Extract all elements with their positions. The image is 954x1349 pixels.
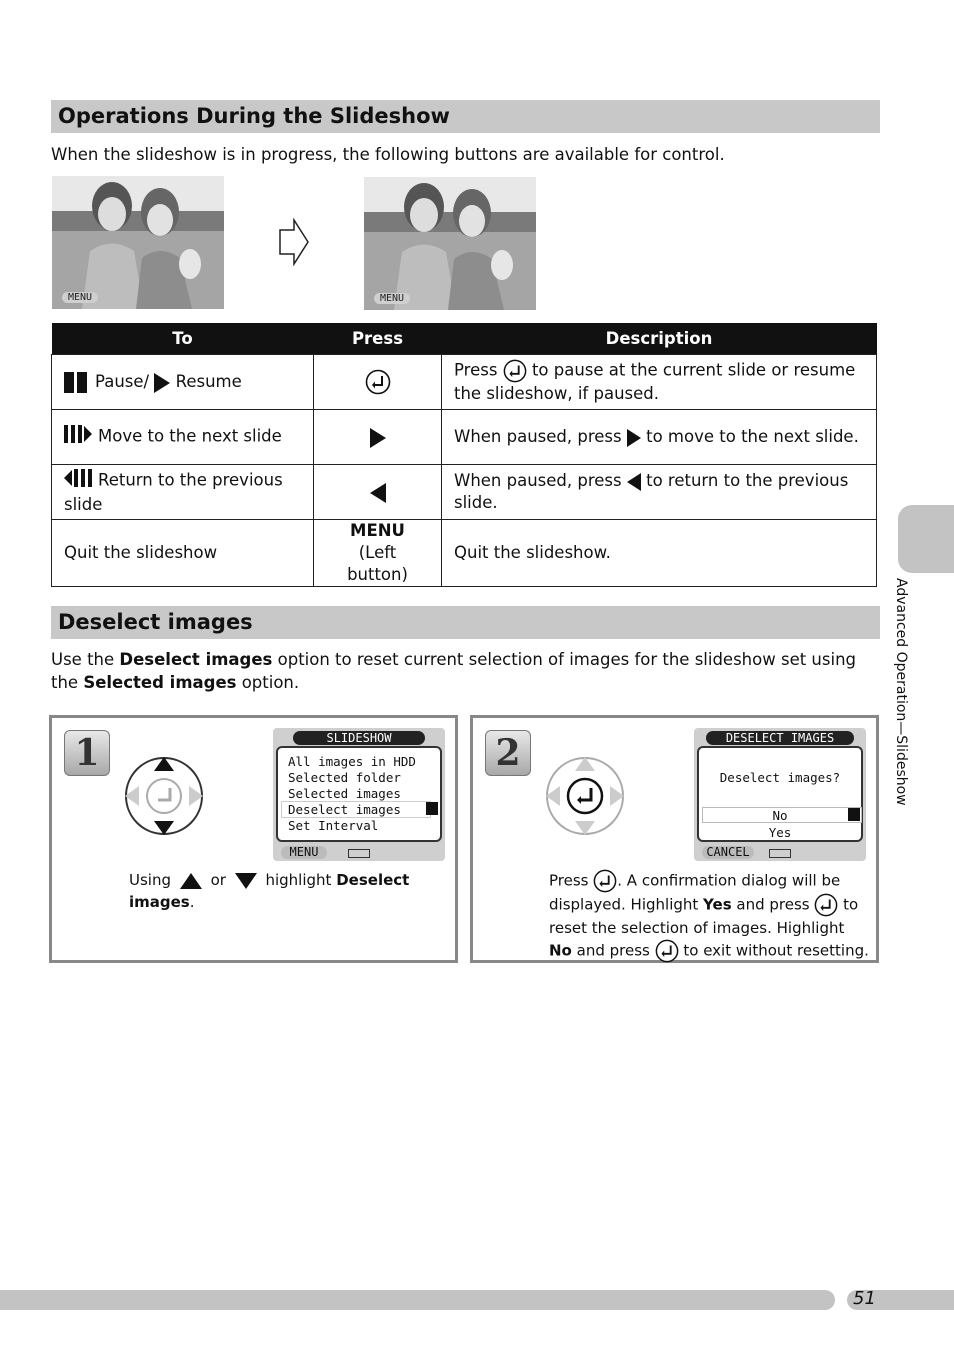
table-row <box>52 465 877 520</box>
label-next: Move to the next slide <box>98 426 282 446</box>
instruction-text: Press <box>549 871 589 890</box>
cell-description <box>442 410 877 465</box>
lcd-dialog <box>697 746 863 842</box>
footer-bar <box>0 1290 835 1310</box>
cell-description: Quit the slideshow. <box>442 520 877 587</box>
lcd-footer: CANCEL <box>702 846 754 859</box>
step-instruction <box>129 869 429 913</box>
desc-text: to pause at the current slide or resume the slideshow, if paused. <box>454 360 856 403</box>
right-arrow-icon <box>627 429 641 447</box>
menu-item: Set Interval <box>288 818 379 833</box>
section-intro: When the slideshow is in progress, the following buttons are available for control. <box>51 145 725 164</box>
instruction-text: to reset the selection of images. Highlight <box>549 895 859 937</box>
dialog-option-no: No <box>772 808 788 823</box>
next-slide-icon <box>64 424 92 450</box>
cell-press <box>314 465 442 520</box>
multi-selector-icon <box>122 754 206 842</box>
menu-item-selected: Deselect images <box>288 802 401 817</box>
photo-menu-badge: MENU <box>62 292 98 303</box>
instruction-text: Using <box>129 871 171 889</box>
camera-lcd-screen <box>694 728 866 861</box>
enter-button-icon <box>593 869 617 893</box>
menu-item: Selected folder <box>288 770 401 785</box>
instruction-text: and press <box>571 941 650 960</box>
lcd-menu <box>276 746 442 842</box>
dialog-question: Deselect images? <box>719 770 841 785</box>
lcd-footer: MENU <box>281 846 327 859</box>
step-number: 2 <box>485 730 531 776</box>
menu-button-label: MENU <box>350 521 405 540</box>
cell-press <box>314 355 442 410</box>
chapter-title: Advanced Operation—Slideshow <box>893 578 909 806</box>
section-header-deselect <box>51 606 880 639</box>
instruction-bold: Yes <box>703 895 732 914</box>
intro-bold: Selected images <box>83 673 237 692</box>
header-press: Press <box>314 323 442 355</box>
cell-description <box>442 465 877 520</box>
chapter-tab <box>898 505 954 573</box>
instruction-text: or <box>210 871 226 889</box>
lcd-title: DESELECT IMAGES <box>706 731 854 745</box>
page-number: 51 <box>853 1288 876 1309</box>
table-row <box>52 355 877 410</box>
intro-text: option. <box>236 673 300 692</box>
chapter-side-label <box>893 578 933 840</box>
enter-button-icon <box>814 893 838 917</box>
photo-menu-badge: MENU <box>374 293 410 304</box>
cell-description <box>442 355 877 410</box>
enter-icon <box>848 808 860 821</box>
step-2-box <box>470 715 879 963</box>
desc-text: to return to the previous slide. <box>454 471 849 512</box>
cell-press <box>314 410 442 465</box>
step-1-box <box>49 715 458 963</box>
step-number: 1 <box>64 730 110 776</box>
intro-text: Use the <box>51 650 120 669</box>
enter-button-icon <box>655 939 679 963</box>
header-description: Description <box>442 323 877 355</box>
label-previous: Return to the previous slide <box>64 470 283 514</box>
arrow-right-icon <box>278 218 310 270</box>
menu-item: All images in HDD <box>288 754 416 769</box>
previous-slide-icon <box>64 468 92 494</box>
section-title: Deselect images <box>58 610 253 634</box>
instruction-text: highlight <box>265 871 332 889</box>
instruction-bold: Deselect images <box>129 871 410 911</box>
pause-icon <box>64 372 74 393</box>
pause-icon-bar <box>77 372 87 393</box>
label-pause: Pause/ <box>95 372 150 391</box>
instruction-text: to exit without resetting. <box>678 941 869 960</box>
play-icon <box>154 373 170 393</box>
desc-text: to move to the next slide. <box>646 427 859 446</box>
instruction-text: . A confirmation dialog will be displayed. Highlight <box>549 871 841 914</box>
camera-lcd-screen <box>273 728 445 861</box>
section-header-operations <box>51 100 880 133</box>
slideshow-photo-playing <box>364 177 536 310</box>
enter-button-icon <box>365 369 391 395</box>
cell-to <box>52 410 314 465</box>
left-arrow-icon <box>627 473 641 491</box>
section-title: Operations During the Slideshow <box>58 104 450 128</box>
enter-icon <box>426 802 438 815</box>
label-resume: Resume <box>175 372 242 391</box>
table-row <box>52 410 877 465</box>
cell-press <box>314 520 442 587</box>
battery-icon <box>348 849 370 858</box>
press-note: (Left button) <box>347 543 408 584</box>
step-instruction <box>549 869 871 963</box>
enter-button-icon <box>503 359 527 383</box>
instruction-text: and press <box>731 895 810 914</box>
left-arrow-icon <box>370 483 386 503</box>
header-to: To <box>52 323 314 355</box>
multi-selector-icon <box>543 754 627 842</box>
instruction-bold: No <box>549 941 572 960</box>
operations-table <box>51 323 877 587</box>
table-row <box>52 520 877 587</box>
menu-item: Selected images <box>288 786 401 801</box>
section-intro <box>51 648 881 694</box>
instruction-text: . <box>189 893 195 911</box>
up-arrow-icon <box>180 873 202 889</box>
intro-bold: Deselect images <box>119 650 273 669</box>
desc-text: When paused, press <box>454 471 622 490</box>
battery-icon <box>769 849 791 858</box>
cell-to <box>52 465 314 520</box>
cell-to: Quit the slideshow <box>52 520 314 587</box>
desc-text: Press <box>454 360 498 380</box>
desc-text: When paused, press <box>454 427 622 446</box>
cell-to <box>52 355 314 410</box>
right-arrow-icon <box>370 428 386 448</box>
dialog-option-yes: Yes <box>768 825 792 840</box>
slideshow-photo-paused <box>52 176 224 309</box>
intro-text: option to reset current selection of images for the slideshow set using the <box>51 650 857 692</box>
down-arrow-icon <box>235 873 257 889</box>
lcd-title: SLIDESHOW <box>293 731 425 745</box>
